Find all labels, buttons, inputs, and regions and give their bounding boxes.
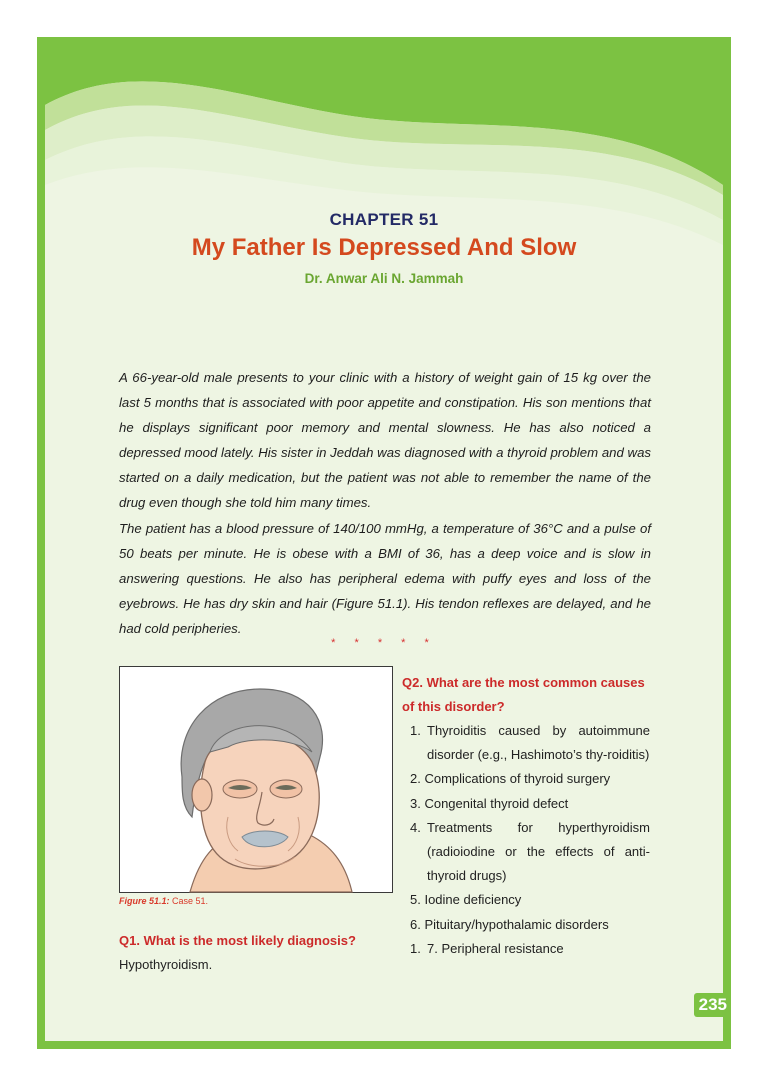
causes-list [410,719,650,961]
case-description [119,365,651,641]
list-item [410,913,650,937]
patient-face-image [120,667,392,892]
case-paragraph: The patient has a blood pressure of 140/100 mmHg, a temperature of 36°C and a pulse of 50 beats per minute. He is obese with a BMI of 36, has a deep voice and is slow in answering questions. He also has peripheral edema with puffy eyes and loss of the eyebrows. He has dry skin and hair (Figure 51.1). His tendon reflexes are delayed, and he had cold peripheries. [119,520,651,636]
list-item [410,888,650,912]
list-item-text: 5. Iodine deficiency [410,892,522,908]
figure-caption-text: Case 51. [169,896,209,906]
list-item-text: 2. Complications of thyroid surgery [410,771,611,787]
patient-illustration [119,666,393,893]
list-item-text: Treatments for hyperthyroidism (radioiodine or the effects of anti-thyroid drugs) [427,819,650,884]
author-name: Dr. Anwar Ali N. Jammah [304,271,464,286]
page-frame [37,37,731,1049]
list-item-text: Thyroiditis caused by autoimmune disorder (e.g., Hashimoto’s thy-roiditis) [427,723,650,763]
chapter-number: CHAPTER 51 [329,210,439,229]
list-item-text: 3. Congenital thyroid defect [410,795,569,811]
question-2: Q2. What are the most common causes of this disorder? [402,675,645,714]
page-number: 235 [694,993,731,1017]
list-item [410,937,650,961]
list-item-text: 7. Peripheral resistance [427,940,564,956]
list-item-number: 1. [410,940,421,956]
list-item [410,767,650,791]
chapter-title: My Father Is Depressed And Slow [191,234,577,261]
list-item [410,719,650,767]
case-paragraph: A 66-year-old male presents to your clinic with a history of weight gain of 15 kg over the last 5 months that is associated with poor appetite and constipation. His son mentions that he displays significant poor memory and mental slowness. He has also noticed a depressed mood lately. His sister in Jeddah was diagnosed with a thyroid problem and was started on a daily medication, but the patient was not able to remember the name of the drug even though she told him many times. [119,370,651,511]
question-1: Q1. What is the most likely diagnosis? [119,933,356,948]
list-item-number: 1. [410,723,421,738]
list-item [410,816,650,889]
answer-1: Hypothyroidism. [119,957,213,972]
section-separator: * * * * * [331,637,437,649]
list-item-number: 4. [410,819,421,835]
list-item-text: 6. Pituitary/hypothalamic disorders [410,916,609,932]
figure-caption [119,896,208,906]
list-item [410,792,650,816]
page-content [45,45,727,1041]
figure-caption-label: Figure 51.1: [119,896,170,906]
